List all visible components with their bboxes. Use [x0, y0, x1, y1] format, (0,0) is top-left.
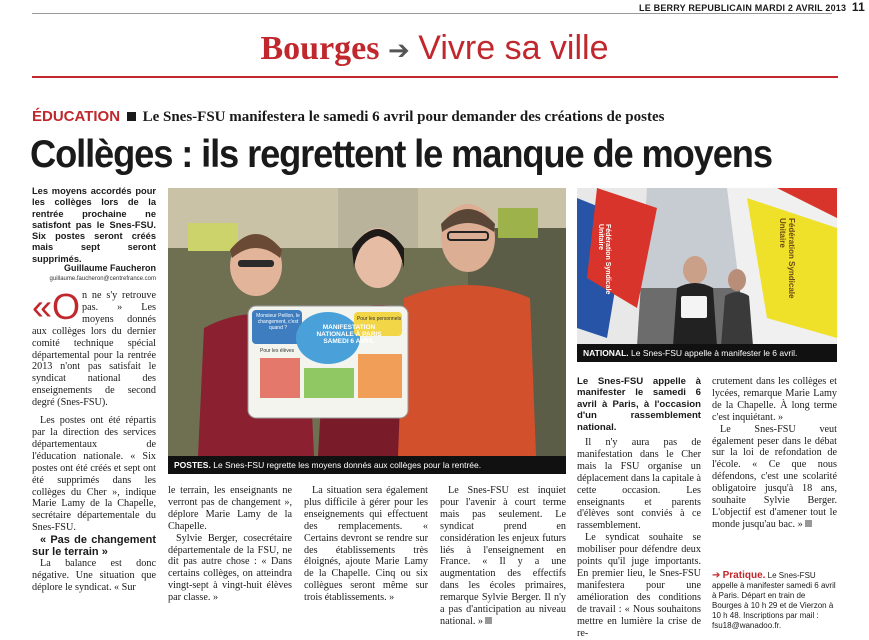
byline-author: Guillaume Faucheron	[63, 263, 156, 273]
flag-text-left: Fédération Syndicale Unitaire	[597, 224, 611, 295]
masthead-paper: LE BERRY REPUBLICAIN	[639, 3, 753, 13]
side-column-1	[577, 376, 701, 639]
drop-cap: «O	[32, 286, 81, 327]
poster-personnels: Pour les personnels	[356, 316, 402, 322]
col4-paragraph-1: Le Snes-FSU est inquiet pour l'avenir à court terme mais pas seulement. Le syndicat prend en considération les enjeux futurs liés à l'enseignement en France. « Il y a une augmentation des effectifs dans les écoles primaires, remarque Sylvie Berger. Il n'y a pas d'anticipation au niveau national. »	[440, 485, 566, 627]
side-caption-text: Le Snes-FSU appelle à manifester le 6 avril.	[631, 348, 798, 358]
poster-slogan: Monsieur Peillon, le changement, c'est quand ?	[256, 313, 300, 331]
side-photo-caption	[577, 344, 837, 362]
pratique-label: Pratique.	[722, 570, 766, 581]
article-column-4	[440, 485, 566, 628]
demonstration-photo-illustration	[577, 188, 837, 346]
headline: Collèges : ils regrettent le manque de moyens	[30, 133, 772, 176]
end-mark-icon	[485, 617, 492, 624]
col2-paragraph-2: Sylvie Berger, cosecrétaire départementale de la FSU, ne dit pas autre chose : « Dans certains collèges, on atteindra vingt-sept à vingt-huit élèves par classe. »	[168, 532, 292, 604]
main-caption-text: Le Snes-FSU regrette les moyens donnés aux collèges pour la rentrée.	[213, 460, 482, 470]
byline-email: guillaume.faucheron@centrefrance.com	[49, 276, 156, 282]
col1-paragraph-1: n ne s'y retrouve pas. » Les moyens donnés aux collèges lors du dernier comité technique spécial départemental pour la rentrée 2013 n'ont pas satisfait le syndicat national des enseignements de second degré (Snes-FSU).	[32, 290, 156, 409]
side-paragraph-1: Il n'y aura pas de manifestation dans le Cher mais la FSU organise un déplacement dans la capitale à cette occasion. Les enseignants et parents d'élèves sont conviés à ce rassemblement.	[577, 437, 701, 532]
page-number: 11	[851, 0, 865, 14]
side-photo	[577, 188, 837, 346]
flag-text-right: Fédération Syndicale Unitaire	[778, 218, 796, 299]
col1-paragraph-3: La balance est donc négative. Une situation que déplore le syndicat. « Sur	[32, 558, 156, 593]
teachers-photo-illustration	[168, 188, 566, 456]
section-rubric: Vivre sa ville	[418, 29, 609, 67]
side-paragraph-4: Le Snes-FSU veut également peser dans le débat sur la loi de refondation de l'école. « Ce que nous défendons, c'est une scolarité obligatoire jusqu'à 18 ans, souhaite Sylvie Berger. L'objectif est d'amener tout le monde jusqu'au bac. »	[712, 423, 837, 530]
main-photo-caption	[168, 456, 566, 474]
col2-paragraph-1: le terrain, les enseignants ne verront pas de changement », déplore Marie Lamy de la Chapelle.	[168, 485, 292, 532]
section-arrow-icon: ➔	[387, 36, 410, 65]
subheading: « Pas de changement sur le terrain »	[32, 534, 156, 559]
arrow-right-icon: ➔	[712, 570, 721, 581]
article-column-2	[168, 485, 292, 604]
col1-paragraph-2: Les postes ont été répartis par la direction des services départementaux de l'éducation nationale. « Six postes ont été créés et sept ont été supprimés dans les collèges du Cher », indique Marie Lamy de la Chapelle, secrétaire départementale du Snes-FSU.	[32, 415, 156, 534]
side-paragraph-3: crutement dans les collèges et lycées, remarque Marie Lamy de la Chapelle. À long terme c'est inquiétant. »	[712, 376, 837, 423]
side-end-mark-icon	[805, 520, 812, 527]
poster-title: MANIFESTATION NATIONALE À PARIS SAMEDI 6 AVRIL	[316, 324, 382, 345]
col3-paragraph-1: La situation sera également plus difficile à gérer pour les enseignements qui effectuent des remplacements. « Certains devront se rendre sur des établissements très éloignés, ajoute Marie Lamy de la Chapelle. Cinq ou six collègues seront même sur trois établissements. »	[304, 485, 428, 604]
side-column-2	[712, 376, 837, 531]
article-column-3	[304, 485, 428, 604]
main-photo	[168, 188, 566, 456]
pratique-box	[712, 571, 837, 631]
kicker-text: Le Snes-FSU manifestera le samedi 6 avril pour demander des créations de postes	[142, 109, 665, 125]
article-lead: Les moyens accordés pour les collèges lors de la rentrée prochaine ne satisfont pas le Snes-FSU. Six postes seront créés mais sept seront supprimés.	[32, 186, 156, 264]
section-header	[0, 28, 869, 71]
section-city: Bourges	[260, 30, 380, 67]
article-column-1	[32, 286, 156, 594]
kicker-category: ÉDUCATION	[32, 108, 121, 125]
kicker-square-icon	[127, 112, 136, 121]
pratique-text: Le Snes-FSU appelle à manifester samedi 6 avril à Paris. Départ en train de Bourges à 10 h 29 et de Vierzon à 10 h 48. Inscriptions par mail : fsu18@wanadoo.fr.	[712, 571, 836, 630]
section-rule	[32, 76, 838, 78]
masthead	[560, 0, 865, 12]
poster-eleves: Pour les élèves	[260, 348, 295, 354]
side-caption-label: NATIONAL.	[583, 348, 629, 358]
kicker	[32, 108, 664, 126]
side-lead: Le Snes-FSU appelle à manifester le samedi 6 avril à Paris, à l'occasion d'un rassemblement national.	[577, 376, 701, 433]
top-rule	[32, 13, 832, 14]
masthead-date: MARDI 2 AVRIL 2013	[754, 3, 847, 13]
side-paragraph-2: Le syndicat souhaite se mobiliser pour défendre deux points qu'il juge importants. En premier lieu, le Snes-FSU manifestera pour une amélioration des conditions de travail : « Nous souhaitons mettre en lumière la crise de re-	[577, 532, 701, 639]
main-caption-label: POSTES.	[174, 460, 211, 470]
